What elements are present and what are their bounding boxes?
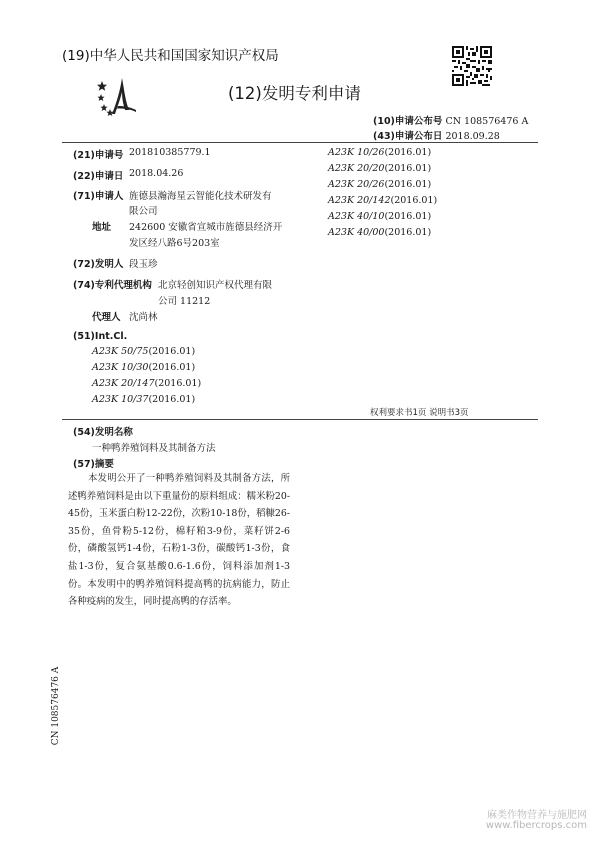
address-line-1: 242600 安徽省宣城市旌德县经济开 bbox=[129, 222, 283, 233]
invention-title-label: (54)发明名称 bbox=[73, 427, 133, 438]
address-label: 地址 bbox=[92, 222, 112, 233]
application-date: 2018.04.26 bbox=[129, 168, 184, 179]
section-divider bbox=[62, 419, 538, 420]
publication-date-label: (43)申请公布日 bbox=[373, 131, 443, 142]
application-number: 201810385779.1 bbox=[129, 147, 211, 158]
classification-item: A23K 20/26(2016.01) bbox=[328, 179, 432, 190]
agency-label: (74)专利代理机构 bbox=[73, 280, 152, 291]
intcl-item: A23K 20/147(2016.01) bbox=[92, 378, 202, 389]
intcl-item: A23K 50/75(2016.01) bbox=[92, 346, 196, 357]
application-date-label: (22)申请日 bbox=[73, 171, 124, 182]
classification-item: A23K 10/26(2016.01) bbox=[328, 147, 432, 158]
watermark-line-2: www.fibercrops.com bbox=[485, 820, 587, 831]
intcl-item: A23K 10/37(2016.01) bbox=[92, 394, 196, 405]
header-divider bbox=[62, 142, 538, 143]
qr-code-icon bbox=[452, 46, 492, 86]
abstract-text: 本发明公开了一种鸭养殖饲料及其制备方法，所述鸭养殖饲料是由以下重量份的原料组成：糯米粉20-45份，玉米蛋白粉12-22份，次粉10-18份，稻糠26-35份，鱼骨粉5-12份，棉籽粕3-9份，菜籽饼2-6份，磷酸氢钙1-4份，石粉1-3份，碳酸钙1-3份，食盐1-3份，复合氨基酸0.6-1.6份，饲料添加剂1-3份。本发明中的鸭养殖饲料提高鸭的抗病能力，防止各种疫病的发生，同时提高鸭的存活率。 bbox=[68, 473, 290, 608]
abstract-label: (57)摘要 bbox=[73, 459, 114, 470]
publication-number-row bbox=[373, 113, 528, 127]
address-line-2: 发区经八路6号203室 bbox=[129, 238, 220, 249]
cnipa-logo-icon bbox=[96, 76, 140, 118]
classification-item: A23K 40/00(2016.01) bbox=[328, 227, 432, 238]
agency-line-2: 公司 11212 bbox=[158, 296, 211, 307]
watermark-line-1: 麻类作物营养与施肥网 bbox=[487, 810, 587, 821]
publication-date-row bbox=[373, 128, 500, 142]
applicant-label: (71)申请人 bbox=[73, 191, 124, 202]
pages-info: 权利要求书1页 说明书3页 bbox=[370, 408, 469, 418]
classification-item: A23K 20/20(2016.01) bbox=[328, 163, 432, 174]
inventor-label: (72)发明人 bbox=[73, 259, 124, 270]
applicant-line-1: 旌德县瀚海星云智能化技术研发有 bbox=[129, 191, 272, 202]
classification-item: A23K 40/10(2016.01) bbox=[328, 211, 432, 222]
publication-number: CN 108576476 A bbox=[445, 116, 529, 127]
classification-item: A23K 20/142(2016.01) bbox=[328, 195, 438, 206]
document-type-title: (12)发明专利申请 bbox=[228, 84, 361, 103]
agent-label: 代理人 bbox=[92, 312, 121, 323]
intcl-item: A23K 10/30(2016.01) bbox=[92, 362, 196, 373]
publication-date: 2018.09.28 bbox=[445, 131, 500, 142]
inventor: 段玉珍 bbox=[129, 259, 158, 270]
side-publication-number: CN 108576476 A bbox=[51, 666, 61, 746]
intcl-label: (51)Int.Cl. bbox=[73, 331, 128, 342]
applicant-line-2: 限公司 bbox=[129, 206, 158, 217]
invention-title: 一种鸭养殖饲料及其制备方法 bbox=[92, 443, 216, 454]
publication-number-label: (10)申请公布号 bbox=[373, 116, 443, 127]
agent: 沈尚林 bbox=[129, 312, 158, 323]
application-number-label: (21)申请号 bbox=[73, 150, 124, 161]
agency-line-1: 北京轻创知识产权代理有限 bbox=[158, 280, 273, 291]
office-name: (19)中华人民共和国国家知识产权局 bbox=[62, 48, 279, 64]
